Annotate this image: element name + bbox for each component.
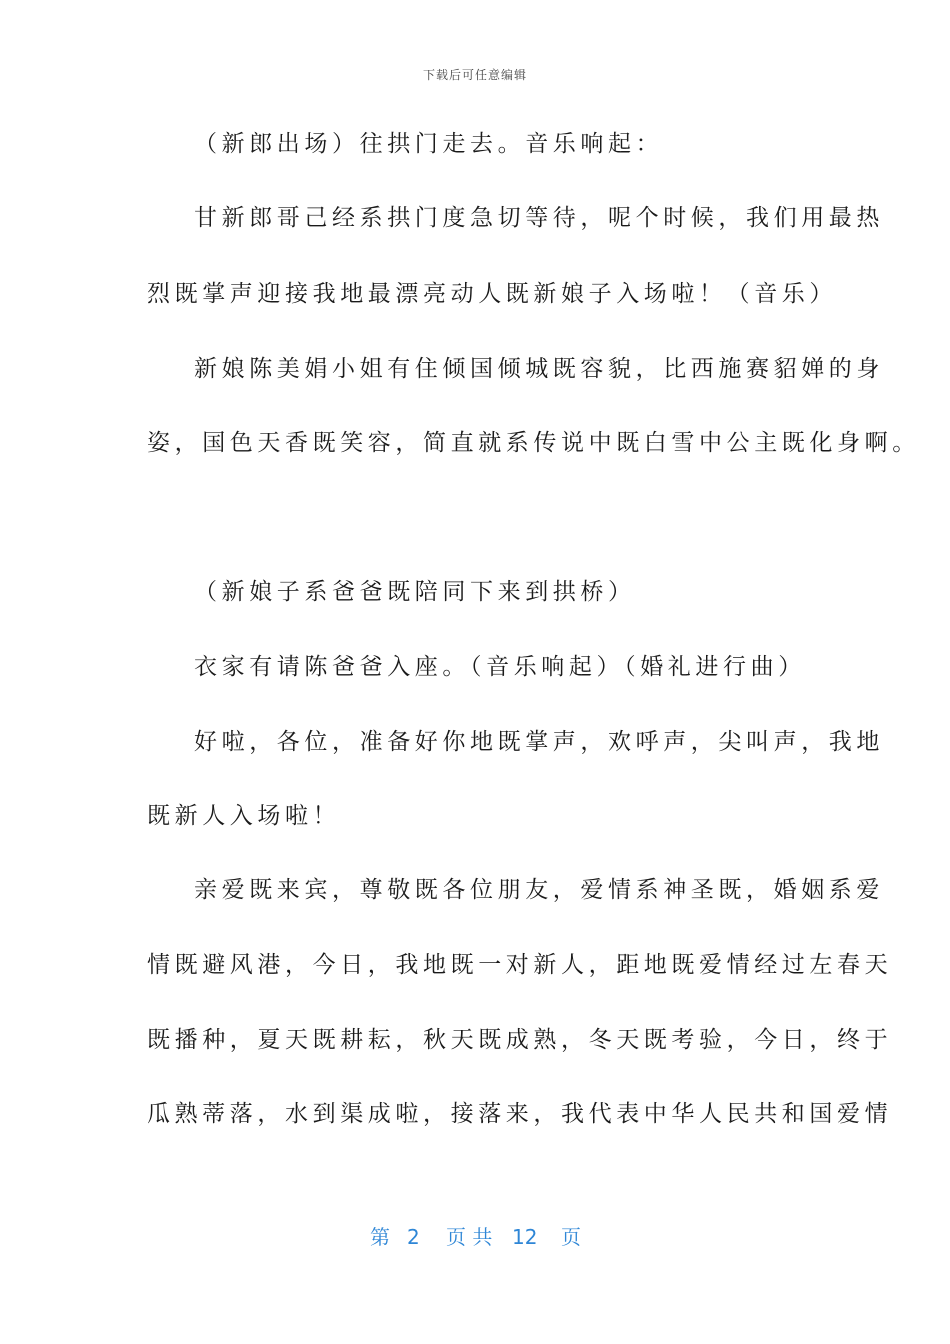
footer-ye: 页 <box>561 1225 581 1249</box>
paragraph-line: 好啦，各位，准备好你地既掌声，欢呼声，尖叫声，我地 <box>194 729 884 755</box>
paragraph-line: 情既避风港，今日，我地既一对新人，距地既爱情经过左春天 <box>147 952 893 978</box>
footer-total-pages: 12 <box>512 1225 538 1249</box>
footer-page-number: 2 <box>407 1225 420 1249</box>
paragraph-line: 甘新郎哥己经系拱门度急切等待，呢个时候，我们用最热 <box>194 205 884 231</box>
paragraph-line: 新娘陈美娟小姐有住倾国倾城既容貌，比西施赛貂婵的身 <box>194 356 884 382</box>
paragraph-line: （新娘子系爸爸既陪同下来到拱桥） <box>194 579 636 605</box>
paragraph-line: 既播种，夏天既耕耘，秋天既成熟，冬天既考验，今日，终于 <box>147 1027 893 1053</box>
footer-ye-gong: 页 共 <box>446 1225 493 1249</box>
paragraph-line: 衣家有请陈爸爸入座。（音乐响起）（婚礼进行曲） <box>194 654 806 680</box>
paragraph-line: 既新人入场啦！ <box>147 803 341 829</box>
paragraph-line: （新郎出场）往拱门走去。音乐响起： <box>194 131 664 157</box>
page-header-note: 下载后可任意编辑 <box>422 68 527 82</box>
paragraph-line: 姿，国色天香既笑容，简直就系传说中既白雪中公主既化身啊。 <box>147 430 920 456</box>
footer-di: 第 <box>370 1225 390 1249</box>
paragraph-line: 烈既掌声迎接我地最漂亮动人既新娘子入场啦！（音乐） <box>147 281 837 307</box>
paragraph-line: 瓜熟蒂落，水到渠成啦，接落来，我代表中华人民共和国爱情 <box>147 1101 893 1127</box>
paragraph-line: 亲爱既来宾，尊敬既各位朋友，爱情系神圣既，婚姻系爱 <box>194 877 884 903</box>
